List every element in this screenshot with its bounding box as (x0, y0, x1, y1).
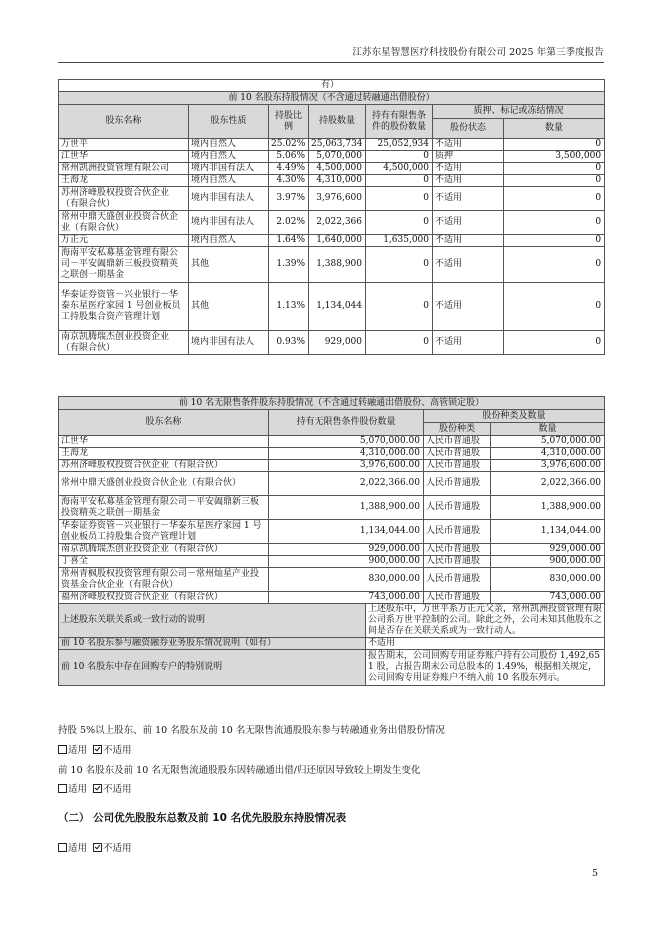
shareholding-ratio: 5.06% (269, 151, 309, 163)
page-header: 江苏东星智慧医疗科技股份有限公司 2025 年第三季度报告 (352, 47, 604, 58)
t2-col-header-qty: 持有无限售条件股份数量 (269, 410, 424, 436)
pledge-amount: 3,500,000 (504, 151, 605, 163)
t2-col-header-kind-group: 股份种类及数量 (424, 410, 605, 423)
shareholder-name: 万世平 (59, 139, 189, 151)
shareholder-name: 苏州济峰股权投资合伙企业（有限合伙） (59, 187, 189, 211)
shareholder-name: 江世华 (59, 151, 189, 163)
unrestricted-shareholder-name: 福州济峰股权投资合伙企业（有限合伙） (59, 592, 269, 604)
pledge-status: 不适用 (433, 187, 504, 211)
unrestricted-share-quantity: 5,070,000.00 (269, 436, 424, 448)
unrestricted-share-quantity: 1,134,044.00 (269, 520, 424, 544)
unrestricted-share-quantity: 900,000.00 (269, 556, 424, 568)
unrestricted-row (59, 472, 605, 496)
shareholder-name: 万正元 (59, 235, 189, 247)
col-header-ratio: 持股比例 (269, 105, 309, 139)
restricted-shares: 25,052,934 (366, 139, 433, 151)
note-row (59, 650, 605, 686)
share-kind: 人民币普通股 (424, 472, 491, 496)
shareholding-ratio: 4.49% (269, 163, 309, 175)
page-number: 5 (592, 868, 599, 879)
shareholder-row (59, 211, 605, 235)
note-row (59, 638, 605, 650)
restricted-shares: 1,635,000 (366, 235, 433, 247)
pledge-amount: 0 (504, 247, 605, 283)
col-header-amount: 数量 (504, 119, 605, 139)
share-kind-amount: 5,070,000.00 (491, 436, 605, 448)
t2-col-header-kind: 股份种类 (424, 423, 491, 436)
col-header-qty: 持股数量 (309, 105, 366, 139)
shareholder-nature: 境内自然人 (189, 151, 269, 163)
share-kind-amount: 1,388,900.00 (491, 496, 605, 520)
share-kind: 人民币普通股 (424, 496, 491, 520)
shareholder-nature: 境内非国有法人 (189, 187, 269, 211)
shareholding-ratio: 0.93% (269, 331, 309, 355)
pledge-amount: 0 (504, 283, 605, 331)
share-quantity: 1,134,044 (309, 283, 366, 331)
shareholder-row (59, 175, 605, 187)
shareholder-nature: 境内自然人 (189, 175, 269, 187)
unrestricted-share-quantity: 1,388,900.00 (269, 496, 424, 520)
pledge-status: 不适用 (433, 283, 504, 331)
shareholder-name: 常州凯洲投资管理有限公司 (59, 163, 189, 175)
shareholder-name: 南京凯腾瑞杰创业投资企业（有限合伙） (59, 331, 189, 355)
share-quantity: 4,310,000 (309, 175, 366, 187)
share-quantity: 5,070,000 (309, 151, 366, 163)
shareholder-nature: 境内非国有法人 (189, 211, 269, 235)
checkbox-applicable-unchecked[interactable] (58, 843, 67, 852)
unrestricted-shareholder-name: 南京凯腾瑞杰创业投资企业（有限合伙） (59, 544, 269, 556)
share-quantity: 3,976,600 (309, 187, 366, 211)
share-kind-amount: 4,310,000.00 (491, 448, 605, 460)
restricted-shares: 0 (366, 187, 433, 211)
pledge-amount: 0 (504, 331, 605, 355)
unrestricted-row (59, 592, 605, 604)
unrestricted-row (59, 496, 605, 520)
pledge-status: 不适用 (433, 139, 504, 151)
pledge-status: 不适用 (433, 163, 504, 175)
unrestricted-row (59, 544, 605, 556)
shareholding-ratio: 1.13% (269, 283, 309, 331)
header-divider (58, 62, 604, 63)
shareholder-row (59, 283, 605, 331)
t2-col-header-amount: 数量 (491, 423, 605, 436)
shareholding-ratio: 1.39% (269, 247, 309, 283)
restricted-shares: 0 (366, 211, 433, 235)
col-header-name: 股东名称 (59, 105, 189, 139)
unrestricted-share-quantity: 2,022,366.00 (269, 472, 424, 496)
shareholder-row (59, 139, 605, 151)
shareholder-row (59, 235, 605, 247)
shareholder-name: 海南平安私募基金管理有限公司－平安阖鼎新三板投资精英之联创一期基金 (59, 247, 189, 283)
shareholder-nature: 境内非国有法人 (189, 163, 269, 175)
unrestricted-row (59, 520, 605, 544)
share-kind: 人民币普通股 (424, 448, 491, 460)
restricted-shares: 0 (366, 151, 433, 163)
col-header-status: 股份状态 (433, 119, 504, 139)
restricted-shares: 4,500,000 (366, 163, 433, 175)
unrestricted-shareholder-name: 江世华 (59, 436, 269, 448)
shareholder-nature: 境内自然人 (189, 139, 269, 151)
unrestricted-share-quantity: 3,976,600.00 (269, 460, 424, 472)
pledge-amount: 0 (504, 211, 605, 235)
shareholder-row (59, 151, 605, 163)
lending-paragraph: 持股 5%以上股东、前 10 名股东及前 10 名无限售流通股股东参与转融通业务出借股份情况 (58, 725, 445, 736)
unrestricted-row (59, 460, 605, 472)
top10-shareholders-table (58, 79, 605, 355)
restricted-shares: 0 (366, 247, 433, 283)
pledge-amount: 0 (504, 175, 605, 187)
unrestricted-row (59, 436, 605, 448)
pledge-amount: 0 (504, 235, 605, 247)
shareholder-row (59, 247, 605, 283)
checkbox-applicable-unchecked[interactable] (58, 784, 67, 793)
share-kind-amount: 830,000.00 (491, 568, 605, 592)
restricted-shares: 0 (366, 175, 433, 187)
shareholder-name: 王海龙 (59, 175, 189, 187)
col-header-nature: 股东性质 (189, 105, 269, 139)
unrestricted-shareholder-name: 华泰证券资管－兴业银行－华泰东星医疗家园 1 号创业板员工持股集合资产管理计划 (59, 520, 269, 544)
note-label: 上述股东关联关系或一致行动的说明 (59, 604, 366, 638)
share-kind: 人民币普通股 (424, 520, 491, 544)
share-quantity: 1,640,000 (309, 235, 366, 247)
share-kind-amount: 900,000.00 (491, 556, 605, 568)
pledge-amount: 0 (504, 187, 605, 211)
share-kind: 人民币普通股 (424, 460, 491, 472)
restricted-shares: 0 (366, 331, 433, 355)
share-kind-amount: 2,022,366.00 (491, 472, 605, 496)
share-kind: 人民币普通股 (424, 544, 491, 556)
share-kind-amount: 3,976,600.00 (491, 460, 605, 472)
unrestricted-shareholder-name: 常州青枫股权投资管理有限公司－常州灿星产业投资基金合伙企业（有限合伙） (59, 568, 269, 592)
shareholding-ratio: 1.64% (269, 235, 309, 247)
checkbox-not-applicable-checked[interactable] (93, 745, 102, 754)
shareholder-nature: 境内自然人 (189, 235, 269, 247)
shareholding-ratio: 4.30% (269, 175, 309, 187)
share-kind-amount: 743,000.00 (491, 592, 605, 604)
shareholder-nature: 其他 (189, 247, 269, 283)
note-row (59, 604, 605, 638)
note-label: 前 10 名股东中存在回购专户的特别说明 (59, 650, 366, 686)
share-kind: 人民币普通股 (424, 592, 491, 604)
pledge-status: 不适用 (433, 331, 504, 355)
shareholder-name: 华泰证券资管－兴业银行－华泰东星医疗家园 1 号创业板员工持股集合资产管理计划 (59, 283, 189, 331)
share-quantity: 929,000 (309, 331, 366, 355)
top10-unrestricted-table (58, 396, 605, 686)
pledge-status: 不适用 (433, 247, 504, 283)
shareholding-ratio: 3.97% (269, 187, 309, 211)
unrestricted-shareholder-name: 苏州济峰股权投资合伙企业（有限合伙） (59, 460, 269, 472)
share-quantity: 4,500,000 (309, 163, 366, 175)
checkbox-applicable-unchecked[interactable] (58, 745, 67, 754)
share-kind: 人民币普通股 (424, 556, 491, 568)
pledge-amount: 0 (504, 163, 605, 175)
col-header-pledge: 质押、标记或冻结情况 (433, 105, 605, 119)
unrestricted-shareholder-name: 丁喜全 (59, 556, 269, 568)
unrestricted-row (59, 568, 605, 592)
shareholder-row (59, 163, 605, 175)
shareholder-nature: 境内非国有法人 (189, 331, 269, 355)
share-kind-amount: 1,134,044.00 (491, 520, 605, 544)
table2-section-title: 前 10 名无限售条件股东持股情况（不含通过转融通出借股份、高管锁定股） (59, 397, 605, 410)
shareholding-ratio: 25.02% (269, 139, 309, 151)
t2-col-header-name: 股东名称 (59, 410, 269, 436)
shareholder-name: 常州中鼎天盛创业投资合伙企业（有限合伙） (59, 211, 189, 235)
shareholder-row (59, 187, 605, 211)
section-heading-preferred-shares: （二） 公司优先股股东总数及前 10 名优先股股东持股情况表 (58, 812, 347, 824)
unrestricted-share-quantity: 743,000.00 (269, 592, 424, 604)
shareholder-row (59, 331, 605, 355)
table1-section-title: 前 10 名股东持股情况（不含通过转融通出借股份） (59, 92, 605, 105)
restricted-shares: 0 (366, 283, 433, 331)
note-text: 不适用 (366, 638, 605, 650)
note-label: 前 10 名股东参与融资融券业务股东情况说明（如有） (59, 638, 366, 650)
col-header-restricted: 持有有限售条件的股份数量 (366, 105, 433, 139)
unrestricted-share-quantity: 929,000.00 (269, 544, 424, 556)
unrestricted-row (59, 448, 605, 460)
pledge-status: 不适用 (433, 175, 504, 187)
checkbox-not-applicable-checked[interactable] (93, 843, 102, 852)
share-kind: 人民币普通股 (424, 436, 491, 448)
share-quantity: 2,022,366 (309, 211, 366, 235)
note-text: 报告期末，公司回购专用证券账户持有公司股份 1,492,651 股，占报告期末公司总股本的 1.49%，根据相关规定，公司回购专用证券账户不纳入前 10 名股东列示。 (366, 650, 605, 686)
unrestricted-share-quantity: 4,310,000.00 (269, 448, 424, 460)
pledge-status: 不适用 (433, 211, 504, 235)
shareholder-nature: 其他 (189, 283, 269, 331)
preferred-checkbox-group: 适用 不适用 (58, 843, 132, 855)
pledge-status: 不适用 (433, 235, 504, 247)
share-quantity: 1,388,900 (309, 247, 366, 283)
unrestricted-shareholder-name: 王海龙 (59, 448, 269, 460)
change-paragraph: 前 10 名股东及前 10 名无限售流通股股东因转融通出借/归还原因导致较上期发生变化 (58, 765, 421, 776)
unrestricted-shareholder-name: 常州中鼎天盛创业投资合伙企业（有限合伙） (59, 472, 269, 496)
change-checkbox-group: 适用 不适用 (58, 784, 132, 796)
unrestricted-row (59, 556, 605, 568)
unrestricted-shareholder-name: 海南平安私募基金管理有限公司－平安阖鼎新三板投资精英之联创一期基金 (59, 496, 269, 520)
share-kind-amount: 929,000.00 (491, 544, 605, 556)
lending-checkbox-group: 适用 不适用 (58, 745, 132, 757)
carry-over-cell: 有） (59, 80, 605, 92)
note-text: 上述股东中，万世平系万正元父亲，常州凯洲投资管理有限公司系万世平控制的公司。除此之外，公司未知其他股东之间是否存在关联关系或为一致行动人。 (366, 604, 605, 638)
pledge-amount: 0 (504, 139, 605, 151)
checkbox-not-applicable-checked[interactable] (93, 784, 102, 793)
shareholding-ratio: 2.02% (269, 211, 309, 235)
share-quantity: 25,063,734 (309, 139, 366, 151)
share-kind: 人民币普通股 (424, 568, 491, 592)
pledge-status: 质押 (433, 151, 504, 163)
unrestricted-share-quantity: 830,000.00 (269, 568, 424, 592)
